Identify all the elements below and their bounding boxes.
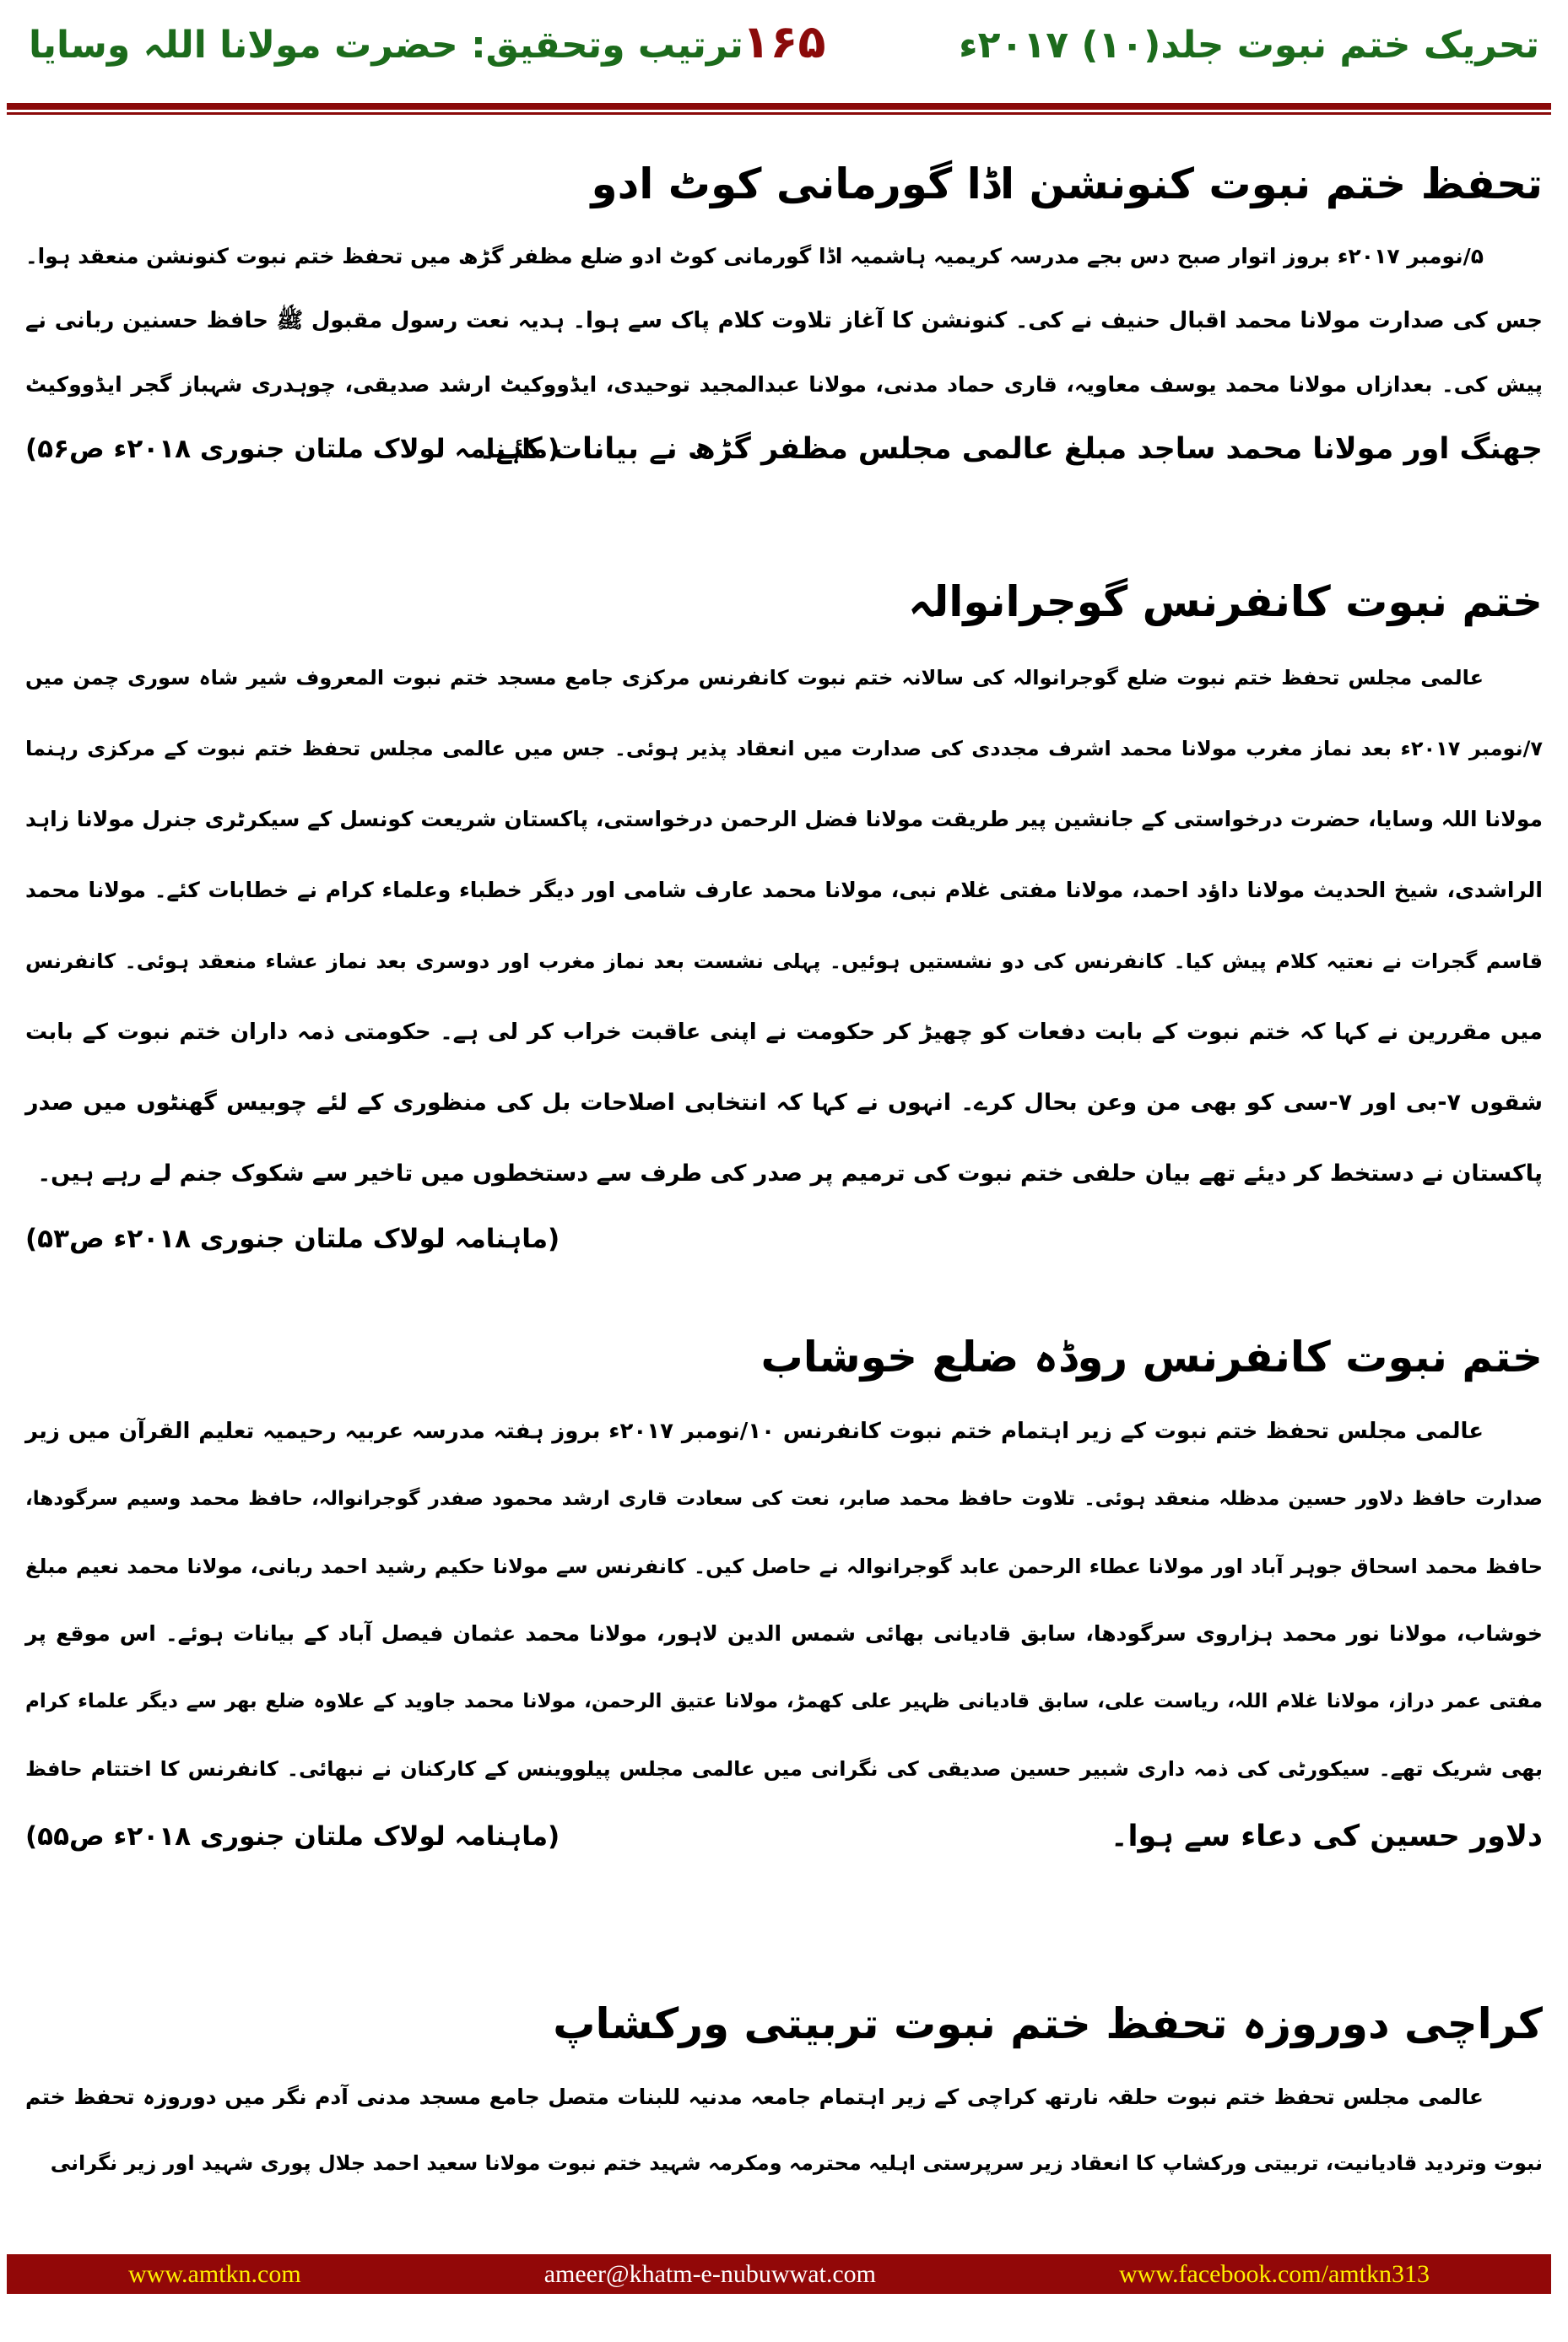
line-text: الراشدی، شیخ الحدیث مولانا داؤد احمد، مولانا مفتی غلام نبی، مولانا محمد عارف شامی اور دیگر خطباء وعلماء کرام نے خطابات کئے۔ مولانا محمد (25, 878, 1543, 902)
section-heading: ختم نبوت کانفرنس گوجرانوالہ (908, 577, 1543, 626)
book-title: تحریک ختم نبوت جلد(۱۰) ۲۰۱۷ء (959, 24, 1539, 67)
line-text: ۵/نومبر ۲۰۱۷ء بروز اتوار صبح دس بجے مدرسہ کریمیہ ہاشمیہ اڈا گورمانی کوٹ ادو ضلع مظفر گڑھ میں تحفظ ختم نبوت کنونشن منعقد ہوا۔ (25, 244, 1484, 268)
paragraph-line (25, 1668, 1543, 1735)
paragraph-line (25, 784, 1543, 855)
website-link[interactable]: www.amtkn.com (128, 2259, 301, 2288)
footer-bar (7, 2254, 1551, 2294)
line-text: قاسم گجرات نے نعتیہ کلام پیش کیا۔ کانفرنس کی دو نشستیں ہوئیں۔ پہلی نشست بعد نماز مغرب اور دوسری بعد نماز عشاء منعقد ہوئی۔ کانفرنس (25, 949, 1543, 973)
paragraph-line (25, 997, 1543, 1068)
paragraph-line (25, 642, 1543, 713)
source-citation: (ماہنامہ لولاک ملتان جنوری ۲۰۱۸ء ص۵۳) (25, 1224, 560, 1254)
line-text: میں مقررین نے کہا کہ ختم نبوت کے بابت دفعات کو چھیڑ کر حکومت نے اپنی عاقبت خراب کر لی ہے۔ حکومتی ذمہ داران ختم نبوت کے بابت (25, 1020, 1543, 1045)
line-text: شقوں ۷-بی اور ۷-سی کو بھی من وعن بحال کرے۔ انہوں نے کہا کہ انتخابی اصلاحات بل کی منظوری کے لئے چوبیس گھنٹوں میں صدر (25, 1090, 1543, 1116)
article-karachi-workshop (25, 1983, 1543, 2196)
paragraph-line (25, 926, 1543, 997)
article-gujranwala (25, 561, 1543, 1268)
compiler-credit: ترتیب وتحقیق: حضرت مولانا اللہ وسایا (29, 24, 743, 67)
source-citation: (ماہنامہ لولاک ملتان جنوری ۲۰۱۸ء ص۵۵) (25, 1821, 560, 1852)
paragraph-line (25, 289, 1543, 353)
line-text: جھنگ اور مولانا محمد ساجد مبلغ عالمی مجلس مظفر گڑھ نے بیانات کئے۔ (479, 432, 1543, 466)
paragraph-line (25, 1068, 1543, 1139)
line-text: خوشاب، مولانا نور محمد ہزاروی سرگودھا، سابق قادیانی بھائی شمس الدین لاہور، مولانا محمد عثمان فیصل آباد کے بیانات ہوئے۔ اس موقع پر (25, 1621, 1543, 1646)
header-divider-thin (7, 112, 1551, 115)
paragraph-line (25, 1533, 1543, 1600)
paragraph-line (25, 713, 1543, 784)
section-heading: تحفظ ختم نبوت کنونشن اڈا گورمانی کوٹ ادو (591, 160, 1543, 208)
line-text: صدارت حافظ دلاور حسین مدظلہ منعقد ہوئی۔ تلاوت حافظ محمد صابر، نعت کی سعادت قاری ارشد محمود صفدر گوجرانوالہ، حافظ محمد وسیم سرگودھا، (25, 1488, 1543, 1510)
page-number: ۱۶۵ (742, 15, 826, 68)
line-text: نبوت وتردید قادیانیت، تربیتی ورکشاپ کا انعقاد زیر سرپرستی اہلیہ محترمہ ومکرمہ شہید ختم نبوت مولانا سعید احمد جلال پوری شہید اور زیر نگرانی (50, 2151, 1543, 2175)
facebook-link[interactable]: www.facebook.com/amtkn313 (1119, 2259, 1430, 2288)
paragraph-line (25, 417, 1543, 481)
paragraph-line (25, 224, 1543, 289)
section-heading: کراچی دوروزہ تحفظ ختم نبوت تربیتی ورکشاپ (553, 1999, 1543, 2048)
line-text: دلاور حسین کی دعاء سے ہوا۔ (1110, 1820, 1543, 1853)
line-text: عالمی مجلس تحفظ ختم نبوت کے زیر اہتمام ختم نبوت کانفرنس ۱۰/نومبر ۲۰۱۷ء بروز ہفتہ مدرسہ عربیہ رحیمیہ تعلیم القرآن میں زیر (25, 1419, 1484, 1444)
citation-row (25, 1209, 1543, 1268)
line-text: حافظ محمد اسحاق جوہر آباد اور مولانا عطاء الرحمن عابد گوجرانوالہ نے حاصل کیں۔ کانفرنس سے مولانا حکیم رشید احمد ربانی، مولانا محمد نعیم مبلغ (25, 1555, 1543, 1578)
line-text: عالمی مجلس تحفظ ختم نبوت ضلع گوجرانوالہ کی سالانہ ختم نبوت کانفرنس مرکزی جامع مسجد ختم نبوت المعروف شیر شاہ سوری چمن میں (25, 666, 1484, 690)
line-text: مفتی عمر دراز، مولانا غلام اللہ، ریاست علی، سابق قادیانی ظہیر علی کھمڑ، مولانا عتیق الرحمن، مولانا محمد جاوید کے علاوہ ضلع بھر سے دیگر علماء کرام (25, 1690, 1543, 1712)
header-divider-thick (7, 103, 1551, 110)
source-citation: (ماہنامہ لولاک ملتان جنوری ۲۰۱۸ء ص۵۶) (25, 434, 560, 464)
line-text: پیش کی۔ بعدازاں مولانا محمد یوسف معاویہ، قاری حماد مدنی، مولانا عبدالمجید توحیدی، ایڈووکیٹ ارشد صدیقی، چوہدری شہباز گجر ایڈووکیٹ (25, 372, 1543, 397)
line-text: پاکستان نے دستخط کر دیئے تھے بیان حلفی ختم نبوت کی ترمیم پر صدر کی طرف سے دستخطوں میں تاخیر سے شکوک جنم لے رہے ہیں۔ (37, 1160, 1543, 1187)
paragraph-line (25, 1600, 1543, 1668)
line-text: مولانا اللہ وسایا، حضرت درخواستی کے جانشین پیر طریقت مولانا فضل الرحمن درخواستی، پاکستان شریعت کونسل کے سیکرٹری جنرل مولانا زاہد (25, 807, 1543, 831)
line-text: بھی شریک تھے۔ سیکورٹی کی ذمہ داری شبیر حسین صدیقی کی نگرانی میں عالمی مجلس پیلووینس کے کارکنان نے نبھائی۔ کانفرنس کا اختتام حافظ (25, 1757, 1543, 1781)
line-text: عالمی مجلس تحفظ ختم نبوت حلقہ نارتھ کراچی کے زیر اہتمام جامعہ مدنیہ للبنات متصل جامع مسجد مدنی آدم نگر میں دوروزہ تحفظ ختم (25, 2085, 1484, 2109)
paragraph-line (25, 2064, 1543, 2130)
article-roda-khushab (25, 1317, 1543, 1870)
paragraph-line (25, 1139, 1543, 1209)
email-link[interactable]: ameer@khatm-e-nubuwwat.com (543, 2259, 876, 2288)
section-heading: ختم نبوت کانفرنس روڈہ ضلع خوشاب (760, 1333, 1543, 1382)
article-gormani-kot-addu (25, 143, 1543, 481)
line-text: ۷/نومبر ۲۰۱۷ء بعد نماز مغرب مولانا محمد اشرف مجددی کی صدارت میں انعقاد پذیر ہوئی۔ جس میں عالمی مجلس تحفظ ختم نبوت کے مرکزی رہنما (25, 737, 1543, 760)
line-text: جس کی صدارت مولانا محمد اقبال حنیف نے کی۔ کنونشن کا آغاز تلاوت کلام پاک سے ہوا۔ ہدیہ نعت رسول مقبول ﷺ حافظ حسنین ربانی نے (25, 308, 1543, 333)
paragraph-line (25, 1398, 1543, 1465)
paragraph-line (25, 1803, 1543, 1870)
paragraph-line (25, 353, 1543, 417)
paragraph-line (25, 855, 1543, 926)
paragraph-line (25, 1735, 1543, 1803)
paragraph-line (25, 2130, 1543, 2196)
paragraph-line (25, 1465, 1543, 1533)
